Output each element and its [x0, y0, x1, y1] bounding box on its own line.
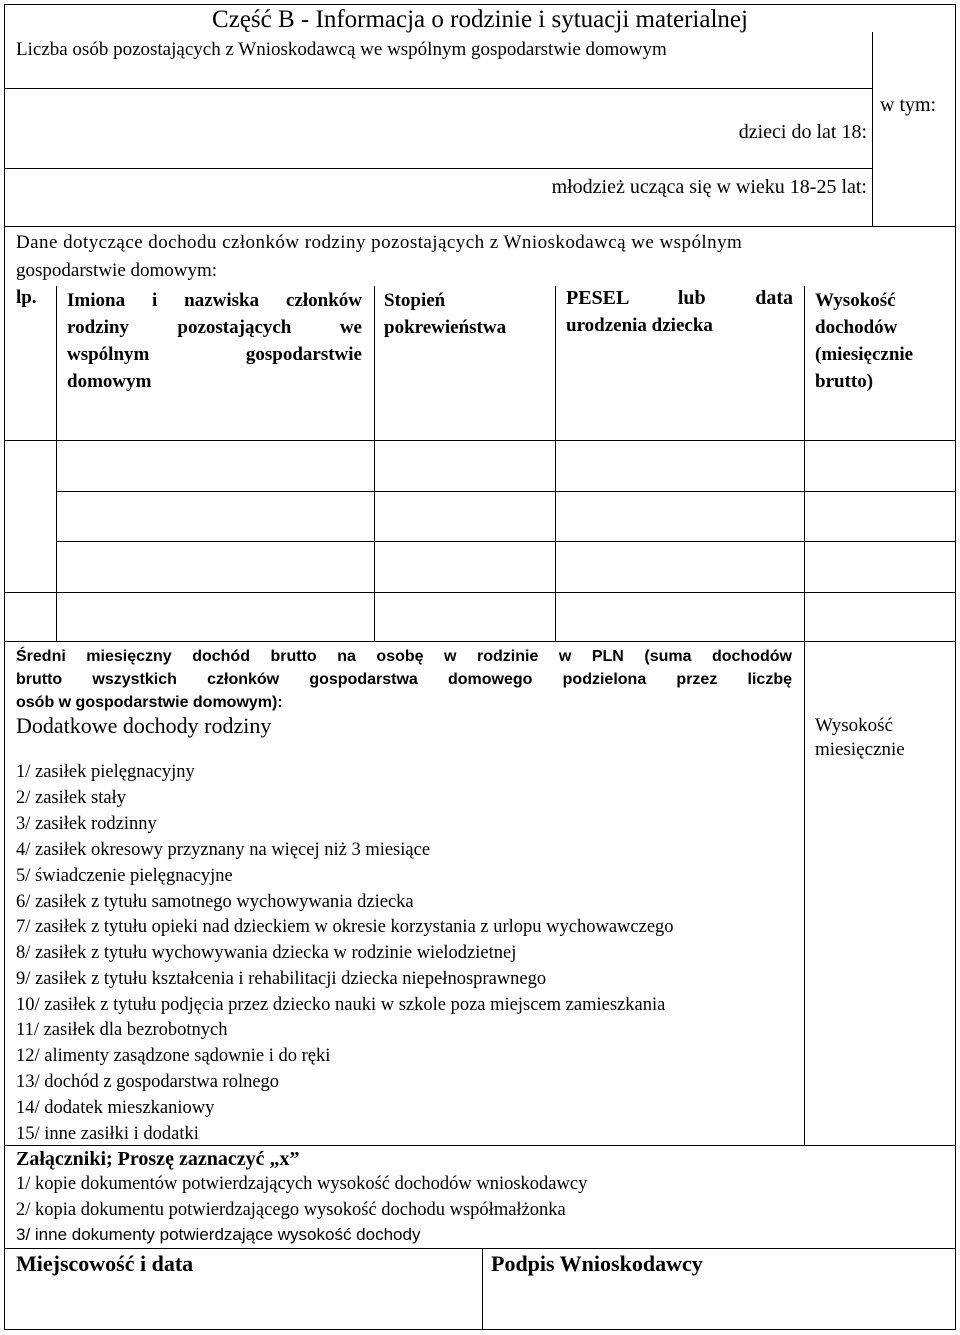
attachments-title: Załączniki; Proszę zaznaczyć „x”	[16, 1148, 300, 1170]
list-item: 10/ zasiłek z tytułu podjęcia przez dziecko nauki w szkole poza miejscem zamieszkania	[16, 995, 666, 1015]
col-header-income-line2: dochodów	[815, 317, 898, 338]
amount-column-label-line1: Wysokość	[815, 715, 894, 736]
col-header-pesel-line1: PESEL lub data	[566, 287, 793, 309]
household-count-field[interactable]	[872, 32, 956, 89]
signature-label: Podpis Wnioskodawcy	[491, 1251, 703, 1276]
income-section-title-1: Dane dotyczące dochodu członków rodziny pozostających z Wnioskodawcą we wspólnym	[16, 232, 743, 253]
list-item: 7/ zasiłek z tytułu opieki nad dzieckiem w okresie korzystania z urlopu wychowawczego	[16, 917, 674, 937]
amount-column-label-line2: miesięcznie	[815, 739, 905, 760]
header-line-3	[4, 226, 956, 227]
youth-label: młodzież ucząca się w wieku 18-25 lat:	[551, 176, 867, 198]
household-count-label: Liczba osób pozostających z Wnioskodawcą we wspólnym gospodarstwie domowym	[16, 39, 667, 60]
children-count-field[interactable]	[872, 89, 956, 168]
youth-count-field[interactable]	[872, 169, 956, 226]
average-income-line3: osób w gospodarstwie domowym):	[16, 694, 283, 711]
col-header-income-line4: brutto)	[815, 371, 874, 392]
col-header-names-line3: wspólnym gospodarstwie	[67, 344, 362, 365]
w-tym-label: w tym:	[880, 94, 937, 116]
attachment-item: 2/ kopia dokumentu potwierdzającego wysokość dochodu współmałżonka	[16, 1200, 566, 1220]
amount-column-label	[815, 714, 905, 762]
average-income-label	[16, 645, 792, 714]
col-header-income-line1: Wysokość	[815, 290, 896, 311]
list-item: 13/ dochód z gospodarstwa rolnego	[16, 1072, 280, 1092]
col-header-lp: lp.	[16, 287, 37, 308]
col-header-income	[815, 287, 950, 395]
income-section-title-2: gospodarstwie domowym:	[16, 260, 218, 281]
list-item: 11/ zasiłek dla bezrobotnych	[16, 1020, 228, 1040]
average-income-line1: Średni miesięczny dochód brutto na osobę w rodzinie w PLN (suma dochodów	[16, 648, 792, 665]
list-item: 5/ świadczenie pielęgnacyjne	[16, 866, 233, 886]
header-line-1	[4, 88, 872, 89]
col-header-names-line1: Imiona i nazwiska członków	[67, 290, 362, 311]
list-item: 9/ zasiłek z tytułu kształcenia i rehabilitacji dziecka niepełnosprawnego	[16, 969, 547, 989]
list-item: 6/ zasiłek z tytułu samotnego wychowywania dziecka	[16, 892, 414, 912]
list-item: 4/ zasiłek okresowy przyznany na więcej niż 3 miesiące	[16, 840, 431, 860]
place-date-label: Miejscowość i data	[16, 1251, 194, 1276]
list-item: 3/ zasiłek rodzinny	[16, 814, 157, 834]
list-item: 12/ alimenty zasądzone sądownie i do ręki	[16, 1046, 331, 1066]
col-header-names	[67, 287, 362, 395]
place-date-field[interactable]	[5, 1249, 481, 1329]
table-row[interactable]	[57, 441, 955, 491]
table-row[interactable]	[57, 593, 955, 641]
list-item: 1/ zasiłek pielęgnacyjny	[16, 762, 195, 782]
signature-field[interactable]	[483, 1249, 955, 1329]
attachment-item: 3/ inne dokumenty potwierdzające wysokość dochody	[16, 1225, 421, 1244]
col-header-names-line4: domowym	[67, 371, 152, 392]
section-title: Część B - Informacja o rodzinie i sytuacji materialnej	[212, 6, 748, 33]
col-header-relation-line1: Stopień	[384, 290, 446, 311]
additional-income-title: Dodatkowe dochody rodziny	[16, 713, 272, 738]
list-item: 14/ dodatek mieszkaniowy	[16, 1098, 215, 1118]
table-row[interactable]	[57, 542, 955, 592]
attachment-item: 1/ kopie dokumentów potwierdzających wysokość dochodów wnioskodawcy	[16, 1174, 588, 1194]
col-header-pesel	[566, 285, 793, 339]
col-header-income-line3: (miesięcznie	[815, 344, 914, 365]
col-header-names-line2: rodziny pozostających we	[67, 317, 362, 338]
list-item: 2/ zasiłek stały	[16, 788, 126, 808]
list-item: 8/ zasiłek z tytułu wychowywania dziecka w rodzinie wielodzietnej	[16, 943, 517, 963]
table-row[interactable]	[57, 492, 955, 541]
additional-amount-field[interactable]	[805, 762, 955, 1145]
average-income-field[interactable]	[805, 642, 955, 712]
list-item: 15/ inne zasiłki i dodatki	[16, 1124, 199, 1144]
attachment-checkbox[interactable]	[720, 1174, 950, 1246]
col-header-relation-line2: pokrewieństwa	[384, 317, 507, 338]
attachments-top-line	[4, 1145, 956, 1146]
average-income-line2: brutto wszystkich członków gospodarstwa domowego podzielona przez liczbę	[16, 671, 792, 688]
children-label: dzieci do lat 18:	[738, 121, 867, 143]
col-header-relation	[384, 287, 549, 341]
header-line-2	[4, 168, 872, 169]
col-header-pesel-line2: urodzenia dziecka	[566, 315, 713, 336]
